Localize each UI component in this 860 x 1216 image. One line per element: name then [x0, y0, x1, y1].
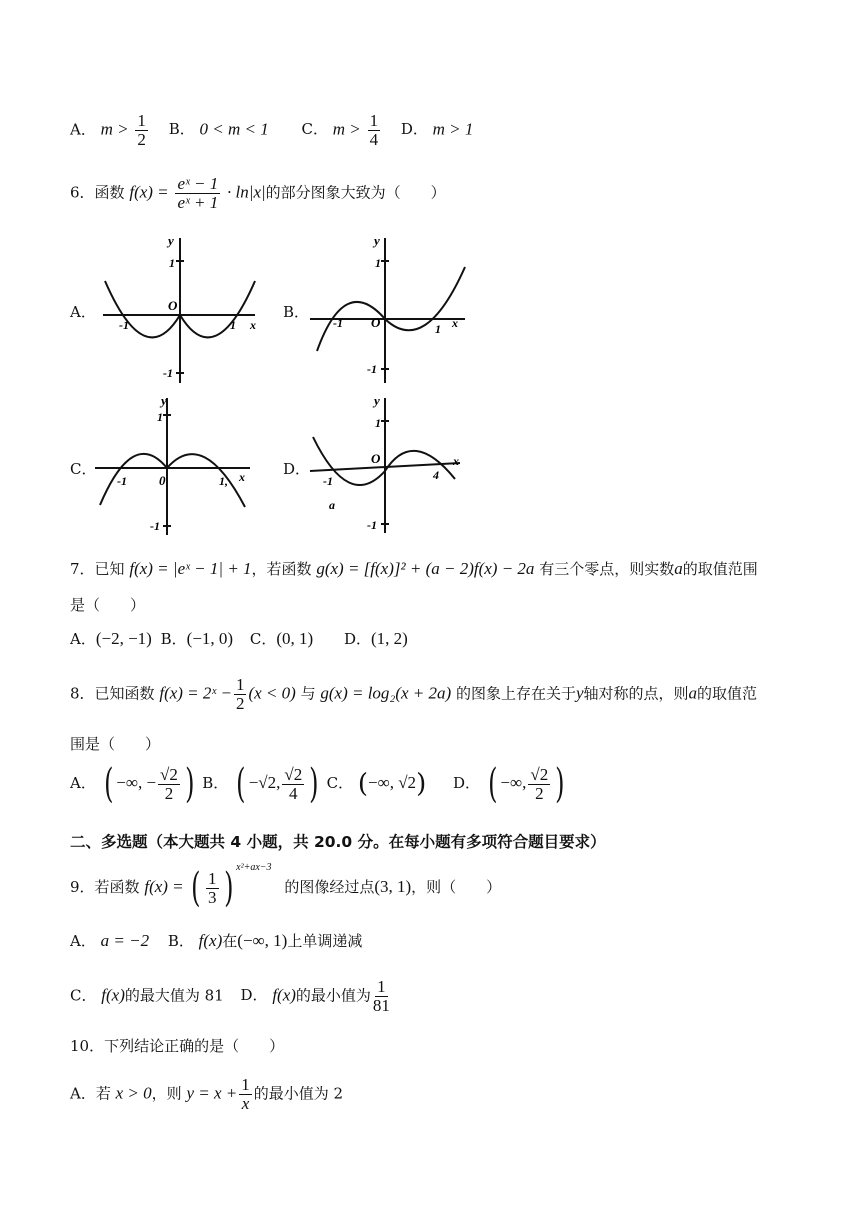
q8-optB-frac: $\frac{√2}{4}$	[284, 764, 303, 803]
q7-f-def: f(x) = |eˣ − 1| + 1	[129, 559, 252, 578]
q6-graph-a	[95, 233, 270, 388]
q10-number: 10．	[70, 1037, 105, 1055]
q9-options-cd	[70, 978, 392, 1015]
q6-graph-c-label: C．	[70, 460, 97, 478]
q6-suffix: 的部分图象大致为（ ）	[265, 183, 446, 202]
tick-neg1: -1	[117, 474, 127, 488]
tick-1: 1	[169, 256, 175, 270]
tick-pos1: 1	[435, 322, 441, 336]
q5-optA-label: A．	[70, 120, 96, 139]
q7-optA: (−2, −1)	[95, 629, 152, 648]
q9-optC-label: C．	[70, 986, 97, 1005]
q8-optB: −√2,	[248, 773, 281, 792]
q5-optC-label: C．	[301, 120, 328, 139]
q6-prefix: 函数	[94, 183, 125, 202]
q7-text-a: 已知	[94, 560, 125, 578]
tick-1: 1	[157, 410, 163, 424]
q5-optC: m >	[332, 119, 361, 139]
q10-frac: $\frac{1}{x}$	[241, 1075, 250, 1113]
y-label: y	[161, 393, 167, 408]
q7-text-d: 的取值范围	[682, 560, 758, 578]
section-title: 二、多选题（本大题共 4 小题，共 20.0 分。在每小题有多项符合题目要求）	[70, 833, 606, 851]
q9-base: $\frac{1}{3}$	[208, 868, 217, 907]
q8-optC: −∞, √2	[368, 773, 417, 792]
q6-frac: $\frac{\text{eˣ − 1}}{\text{eˣ + 1}}$	[177, 174, 219, 212]
q8-optA-frac: $\frac{√2}{2}$	[160, 764, 178, 803]
q10-y: y = x +	[186, 1083, 238, 1103]
x-label: x	[453, 454, 459, 468]
q8-text-b: 与	[300, 684, 316, 703]
q9-optC-f: f(x)	[101, 985, 125, 1005]
q5-options	[70, 112, 473, 149]
q9-options-ab	[70, 930, 362, 951]
q8-half: $\frac{1}{2}$	[235, 675, 245, 713]
tick-neg1: -1	[323, 474, 333, 488]
x-label: x	[452, 316, 458, 330]
q9-exp: x²+ax−3	[236, 862, 272, 873]
q8-text-c: 的图象上存在关于	[455, 684, 576, 703]
q7-optB-label: B．	[160, 630, 187, 648]
q6-stem	[70, 175, 446, 212]
y-label: y	[168, 233, 174, 248]
q9-f: f(x) =	[144, 877, 184, 896]
q8-optA-label: A．	[70, 774, 96, 792]
curve	[317, 267, 465, 351]
origin: O	[371, 451, 381, 466]
q10-optA-b: ，则	[151, 1084, 182, 1103]
tick-1: 1	[375, 256, 381, 270]
q6-fx: f(x) =	[129, 182, 169, 202]
q7-optB: (−1, 0)	[186, 629, 234, 648]
q6-graph-d	[305, 393, 480, 538]
q9-text-b: 的图像经过点	[284, 878, 375, 896]
q7-text-c: 有三个零点，则实数	[539, 560, 675, 578]
q8-cond: (x < 0)	[248, 683, 296, 703]
q10-optA-c: 的最小值为 2	[253, 1084, 344, 1103]
q9-optD-label: D．	[240, 986, 268, 1005]
q6-graph-a-label: A．	[70, 303, 96, 321]
q7-text-b: ，若函数	[251, 560, 312, 578]
q9-optB-label: B．	[167, 932, 194, 950]
q9-number: 9．	[70, 878, 95, 896]
tick-pos1: 1,	[219, 474, 228, 488]
x-label: x	[250, 318, 256, 332]
q5-optA: m >	[100, 119, 129, 139]
q8-f: f(x) = 2ˣ −	[159, 683, 232, 703]
q8-g: g(x) = log₂(x + 2a)	[320, 683, 452, 703]
q7-optD: (1, 2)	[370, 629, 408, 648]
q8-optD-label: D．	[453, 774, 481, 792]
q7-optC: (0, 1)	[276, 629, 314, 648]
y-label: y	[374, 393, 380, 408]
q5-optD: m > 1	[432, 119, 474, 139]
q8-optC-label: C．	[326, 774, 354, 792]
q7-optC-label: C．	[249, 630, 277, 648]
q8-text-d: 轴对称的点，则	[583, 684, 689, 703]
q8-stem	[70, 676, 757, 713]
q9-optB-a: 在	[222, 932, 238, 950]
q8-optB-label: B．	[202, 774, 229, 792]
q5-optD-label: D．	[400, 120, 428, 139]
tick-neg1-y: -1	[163, 366, 173, 380]
tick-neg1: -1	[333, 316, 343, 330]
q6-graph-b-label: B．	[283, 303, 310, 321]
q5-optA-frac: $\frac{1}{2}$	[137, 111, 146, 149]
q7-options	[70, 628, 408, 649]
q5-optB: 0 < m < 1	[199, 119, 269, 139]
q7-number: 7．	[70, 560, 95, 578]
q10-optA-a: 若	[95, 1084, 111, 1103]
q8-text-e: 的取值范	[697, 684, 758, 703]
q8-line2: 围是（ ）	[70, 735, 161, 753]
q10-cond: x > 0	[115, 1083, 152, 1103]
q7-var: a	[674, 559, 683, 578]
q10-optA	[70, 1076, 343, 1113]
tick-neg1-y: -1	[367, 362, 377, 376]
q9-text-c: ，则（ ）	[411, 878, 502, 896]
q9-optD-f: f(x)	[272, 985, 296, 1005]
q6-tail: · ln|x|	[227, 182, 266, 202]
q5-optB-label: B．	[168, 120, 195, 139]
q8-number: 8．	[70, 684, 95, 703]
q8-avar: a	[688, 683, 698, 703]
q6-graph-d-label: D．	[283, 460, 311, 478]
q9-optC: 的最大值为 81	[124, 986, 224, 1005]
q6-graph-b	[305, 233, 480, 388]
q10-text: 下列结论正确的是（ ）	[104, 1037, 285, 1055]
q9-point: (3, 1)	[374, 877, 412, 896]
q9-optA-label: A．	[70, 932, 96, 950]
q7-line2: 是（ ）	[70, 596, 146, 614]
tick-1: 1	[375, 416, 381, 430]
q7-stem	[70, 558, 758, 579]
q9-text-a: 若函数	[94, 878, 140, 896]
q7-optD-label: D．	[343, 630, 371, 648]
origin: O	[371, 315, 381, 330]
y-label: y	[374, 233, 380, 248]
q5-optC-frac: $\frac{1}{4}$	[369, 111, 379, 149]
q8-optD-frac: $\frac{√2}{2}$	[530, 764, 549, 803]
tick-neg1: -1	[119, 318, 129, 332]
q6-graph-c	[95, 393, 270, 538]
q9-optB-b: 上单调递减	[287, 932, 363, 950]
q10-optA-label: A．	[70, 1084, 96, 1103]
tick-neg1-y: -1	[367, 518, 377, 532]
q9-optA: a = −2	[100, 931, 150, 950]
q8-options: A． ( −∞, − $\frac{√2}{2}$ ) B． ( −√2, $\frac{√2}{4}$ ) C． (−∞, √2) D． ( −∞, $\frac{√2}{2}$ )	[70, 761, 565, 807]
q7-g-def: g(x) = [f(x)]² + (a − 2)f(x) − 2a	[316, 559, 535, 578]
q10-stem	[70, 1035, 284, 1056]
stray-mark: a	[329, 498, 335, 512]
q7-optA-label: A．	[70, 630, 96, 648]
tick-pos1: 1	[230, 318, 236, 332]
origin: 0	[159, 473, 166, 488]
q6-number: 6．	[70, 183, 95, 202]
tick-neg1-y: -1	[150, 519, 160, 533]
q9-optB-int: (−∞, 1)	[237, 931, 288, 950]
q9-optD-frac: $\frac{1}{81}$	[372, 977, 390, 1015]
q8-optD: −∞,	[500, 773, 527, 792]
q9-optB-f: f(x)	[198, 931, 223, 950]
q8-text-a: 已知函数	[94, 684, 155, 703]
tick-pos1: 4	[433, 468, 439, 482]
q8-yvar: y	[575, 683, 584, 703]
q9-stem: 9．若函数 f(x) = ( $\frac{1}{3}$ ) $^{x^2+ax-3}$ 的图像经过点(3, 1)，则（ ）	[70, 862, 502, 911]
q8-optA: −∞, −	[116, 773, 157, 792]
x-label: x	[239, 470, 245, 484]
q9-optD: 的最小值为	[295, 986, 371, 1005]
origin: O	[168, 298, 178, 313]
